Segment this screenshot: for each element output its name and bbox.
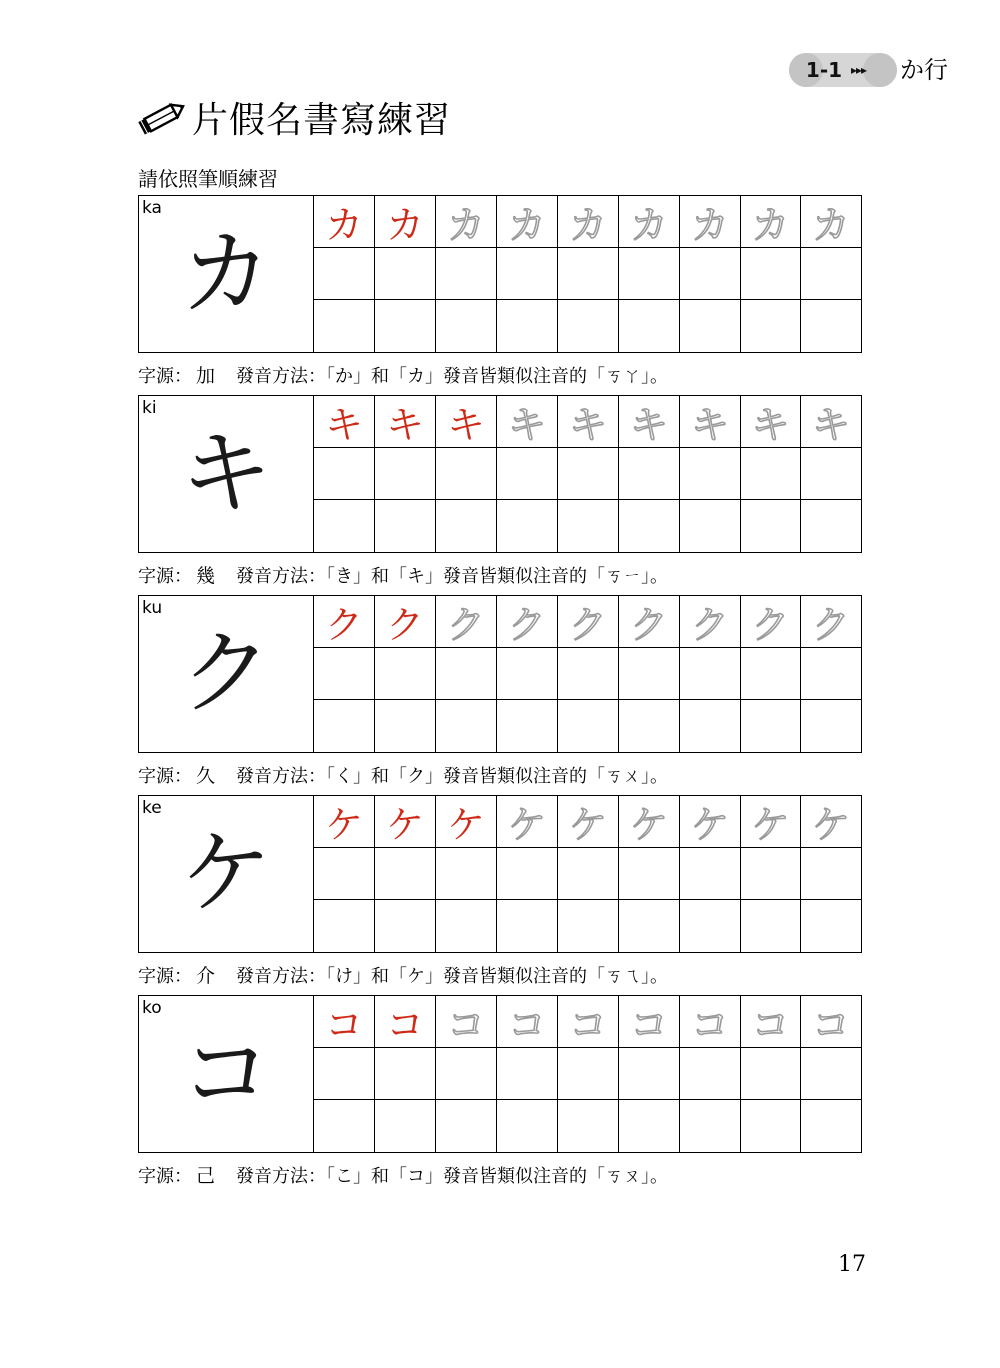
blank-practice-cell[interactable] — [558, 500, 619, 552]
model-character: コ — [179, 1020, 272, 1127]
practice-block — [138, 595, 862, 788]
blank-practice-cell[interactable] — [497, 648, 558, 700]
blank-practice-cell[interactable] — [436, 448, 497, 500]
blank-practice-cell[interactable] — [375, 848, 436, 900]
source-character: 己 — [196, 1165, 216, 1187]
blank-practice-cell[interactable] — [619, 1100, 680, 1152]
trace-cell: ク — [558, 596, 619, 648]
blank-practice-cell[interactable] — [680, 648, 741, 700]
stroke-order-cell: コ — [375, 996, 436, 1048]
page-heading — [136, 92, 451, 143]
blank-practice-cell[interactable] — [801, 848, 861, 900]
blank-practice-cell[interactable] — [314, 1048, 375, 1100]
blank-practice-cell[interactable] — [314, 900, 375, 952]
blank-practice-cell[interactable] — [619, 848, 680, 900]
model-character: ケ — [179, 820, 272, 927]
stroke-order-cell: キ — [375, 396, 436, 448]
trace-cell: カ — [436, 196, 497, 248]
trace-cell: ケ — [558, 796, 619, 848]
blank-practice-cell[interactable] — [497, 248, 558, 300]
stroke-order-cell: ケ — [314, 796, 375, 848]
blank-practice-cell[interactable] — [436, 848, 497, 900]
writing-grid — [314, 996, 861, 1152]
trace-cell: カ — [680, 196, 741, 248]
pronunciation-method: 發音方法：「く」和「ク」發音皆類似注音的「ㄎㄨ」。 — [236, 766, 668, 787]
blank-practice-cell[interactable] — [680, 848, 741, 900]
stroke-order-cell: キ — [314, 396, 375, 448]
practice-sheet — [138, 395, 862, 553]
blank-practice-cell[interactable] — [436, 1048, 497, 1100]
source-label: 字源： — [138, 366, 192, 387]
source-label: 字源： — [138, 566, 192, 587]
source-character: 加 — [196, 365, 216, 387]
blank-practice-cell[interactable] — [741, 648, 801, 700]
blank-practice-cell[interactable] — [741, 900, 801, 952]
trace-cell: キ — [619, 396, 680, 448]
chapter-badge — [789, 53, 897, 87]
stroke-order-cell: キ — [436, 396, 497, 448]
model-character-cell — [139, 196, 314, 352]
blank-practice-cell[interactable] — [558, 300, 619, 352]
trace-cell: キ — [558, 396, 619, 448]
trace-cell: ケ — [680, 796, 741, 848]
blank-practice-cell[interactable] — [314, 1100, 375, 1152]
source-label: 字源： — [138, 966, 192, 987]
romaji-label: ku — [142, 598, 163, 618]
blank-practice-cell[interactable] — [558, 648, 619, 700]
blank-practice-cell[interactable] — [619, 900, 680, 952]
blank-practice-cell[interactable] — [680, 248, 741, 300]
model-character-cell — [139, 596, 314, 752]
blank-practice-cell[interactable] — [619, 248, 680, 300]
blank-practice-cell[interactable] — [436, 900, 497, 952]
practice-sheet — [138, 795, 862, 953]
blank-practice-cell[interactable] — [314, 448, 375, 500]
chapter-tag — [789, 52, 948, 88]
pronunciation-method: 發音方法：「き」和「キ」發音皆類似注音的「ㄎㄧ」。 — [236, 566, 668, 587]
trace-cell: ク — [680, 596, 741, 648]
blank-practice-cell[interactable] — [801, 300, 861, 352]
blank-practice-cell[interactable] — [497, 500, 558, 552]
blank-practice-cell[interactable] — [375, 1048, 436, 1100]
blank-practice-cell[interactable] — [497, 300, 558, 352]
blank-practice-cell[interactable] — [497, 1100, 558, 1152]
trace-cell: ケ — [801, 796, 861, 848]
romaji-label: ke — [142, 798, 162, 818]
blank-practice-cell[interactable] — [801, 700, 861, 752]
blank-practice-cell[interactable] — [375, 1100, 436, 1152]
trace-cell: コ — [436, 996, 497, 1048]
character-source-line — [138, 361, 862, 388]
character-source-line — [138, 761, 862, 788]
blank-practice-cell[interactable] — [801, 1100, 861, 1152]
model-character: カ — [179, 220, 272, 327]
character-source-line — [138, 961, 862, 988]
pronunciation-method: 發音方法：「こ」和「コ」發音皆類似注音的「ㄎㄡ」。 — [236, 1166, 668, 1187]
blank-practice-cell[interactable] — [801, 900, 861, 952]
trace-cell: キ — [741, 396, 801, 448]
romaji-label: ka — [142, 198, 162, 218]
blank-practice-cell[interactable] — [314, 248, 375, 300]
trace-cell: ケ — [619, 796, 680, 848]
source-label: 字源： — [138, 1166, 192, 1187]
source-label: 字源： — [138, 766, 192, 787]
pronunciation-method: 發音方法：「か」和「カ」發音皆類似注音的「ㄎㄚ」。 — [236, 366, 668, 387]
model-character-cell — [139, 996, 314, 1152]
blank-practice-cell[interactable] — [375, 448, 436, 500]
blank-practice-cell[interactable] — [436, 648, 497, 700]
source-character: 幾 — [196, 565, 216, 587]
trace-cell: カ — [741, 196, 801, 248]
blank-practice-cell[interactable] — [741, 500, 801, 552]
instruction-text: 請依照筆順練習 — [138, 167, 278, 191]
blank-practice-cell[interactable] — [619, 648, 680, 700]
blank-practice-cell[interactable] — [680, 900, 741, 952]
blank-practice-cell[interactable] — [741, 1048, 801, 1100]
blank-practice-cell[interactable] — [314, 500, 375, 552]
blank-practice-cell[interactable] — [801, 500, 861, 552]
trace-cell: ク — [741, 596, 801, 648]
blank-practice-cell[interactable] — [558, 448, 619, 500]
blank-practice-cell[interactable] — [741, 848, 801, 900]
trace-cell: コ — [741, 996, 801, 1048]
blank-practice-cell[interactable] — [314, 700, 375, 752]
blank-practice-cell[interactable] — [314, 300, 375, 352]
trace-cell: カ — [497, 196, 558, 248]
blank-practice-cell[interactable] — [497, 848, 558, 900]
stroke-order-cell: ク — [375, 596, 436, 648]
practice-block — [138, 195, 862, 388]
trace-cell: カ — [801, 196, 861, 248]
blank-practice-cell[interactable] — [497, 448, 558, 500]
blank-practice-cell[interactable] — [741, 700, 801, 752]
blank-practice-cell[interactable] — [375, 900, 436, 952]
blank-practice-cell[interactable] — [801, 448, 861, 500]
chapter-arrows-icon: ▸▸▸ — [851, 63, 867, 77]
pencil-icon — [136, 98, 186, 138]
writing-grid — [314, 396, 861, 552]
blank-practice-cell[interactable] — [619, 1048, 680, 1100]
stroke-order-cell: ク — [314, 596, 375, 648]
blank-practice-cell[interactable] — [375, 700, 436, 752]
blank-practice-cell[interactable] — [375, 248, 436, 300]
stroke-order-cell: コ — [314, 996, 375, 1048]
trace-cell: コ — [680, 996, 741, 1048]
blank-practice-cell[interactable] — [680, 1100, 741, 1152]
practice-block — [138, 995, 862, 1188]
trace-cell: キ — [497, 396, 558, 448]
source-character: 久 — [196, 765, 216, 787]
stroke-order-cell: ケ — [375, 796, 436, 848]
page-title: 片假名書寫練習 — [192, 100, 452, 141]
source-character: 介 — [196, 965, 216, 987]
trace-cell: コ — [497, 996, 558, 1048]
blank-practice-cell[interactable] — [558, 848, 619, 900]
practice-block — [138, 395, 862, 588]
practice-block — [138, 795, 862, 988]
page-number: 17 — [838, 1252, 866, 1277]
practice-sheet — [138, 995, 862, 1153]
model-character: ク — [179, 620, 272, 727]
model-character-cell — [139, 796, 314, 952]
blank-practice-cell[interactable] — [375, 648, 436, 700]
chapter-code: 1-1 — [805, 58, 843, 82]
trace-cell: コ — [801, 996, 861, 1048]
trace-cell: キ — [801, 396, 861, 448]
blank-practice-cell[interactable] — [558, 900, 619, 952]
blank-practice-cell[interactable] — [619, 500, 680, 552]
practice-sheet — [138, 595, 862, 753]
trace-cell: コ — [558, 996, 619, 1048]
blank-practice-cell[interactable] — [314, 848, 375, 900]
blank-practice-cell[interactable] — [619, 700, 680, 752]
chapter-name: か行 — [900, 56, 948, 84]
blank-practice-cell[interactable] — [497, 700, 558, 752]
romaji-label: ki — [142, 398, 157, 418]
writing-grid — [314, 796, 861, 952]
blank-practice-cell[interactable] — [741, 1100, 801, 1152]
blank-practice-cell[interactable] — [558, 1048, 619, 1100]
blank-practice-cell[interactable] — [680, 500, 741, 552]
blank-practice-cell[interactable] — [436, 248, 497, 300]
blank-practice-cell[interactable] — [801, 1048, 861, 1100]
blank-practice-cell[interactable] — [741, 448, 801, 500]
writing-grid — [314, 596, 861, 752]
blank-practice-cell[interactable] — [801, 248, 861, 300]
trace-cell: ク — [619, 596, 680, 648]
model-character-cell — [139, 396, 314, 552]
romaji-label: ko — [142, 998, 162, 1018]
pronunciation-method: 發音方法：「け」和「ケ」發音皆類似注音的「ㄎㄟ」。 — [236, 966, 668, 987]
blank-practice-cell[interactable] — [436, 700, 497, 752]
trace-cell: ケ — [497, 796, 558, 848]
blank-practice-cell[interactable] — [680, 700, 741, 752]
blank-practice-cell[interactable] — [436, 300, 497, 352]
character-source-line — [138, 561, 862, 588]
stroke-order-cell: カ — [314, 196, 375, 248]
blank-practice-cell[interactable] — [497, 900, 558, 952]
character-source-line — [138, 1161, 862, 1188]
blank-practice-cell[interactable] — [741, 300, 801, 352]
blank-practice-cell[interactable] — [741, 248, 801, 300]
blank-practice-cell[interactable] — [436, 1100, 497, 1152]
blank-practice-cell[interactable] — [558, 1100, 619, 1152]
blank-practice-cell[interactable] — [680, 448, 741, 500]
blank-practice-cell[interactable] — [680, 1048, 741, 1100]
blank-practice-cell[interactable] — [436, 500, 497, 552]
blank-practice-cell[interactable] — [680, 300, 741, 352]
trace-cell: キ — [680, 396, 741, 448]
trace-cell: コ — [619, 996, 680, 1048]
writing-grid — [314, 196, 861, 352]
trace-cell: カ — [619, 196, 680, 248]
blank-practice-cell[interactable] — [314, 648, 375, 700]
trace-cell: ク — [801, 596, 861, 648]
practice-sheet — [138, 195, 862, 353]
stroke-order-cell: カ — [375, 196, 436, 248]
trace-cell: ク — [497, 596, 558, 648]
trace-cell: ケ — [741, 796, 801, 848]
blank-practice-cell[interactable] — [801, 648, 861, 700]
blank-practice-cell[interactable] — [619, 448, 680, 500]
blank-practice-cell[interactable] — [497, 1048, 558, 1100]
blank-practice-cell[interactable] — [619, 300, 680, 352]
blank-practice-cell[interactable] — [375, 500, 436, 552]
trace-cell: ク — [436, 596, 497, 648]
trace-cell: カ — [558, 196, 619, 248]
blank-practice-cell[interactable] — [558, 700, 619, 752]
model-character: キ — [179, 420, 272, 527]
blank-practice-cell[interactable] — [558, 248, 619, 300]
stroke-order-cell: ケ — [436, 796, 497, 848]
blank-practice-cell[interactable] — [375, 300, 436, 352]
